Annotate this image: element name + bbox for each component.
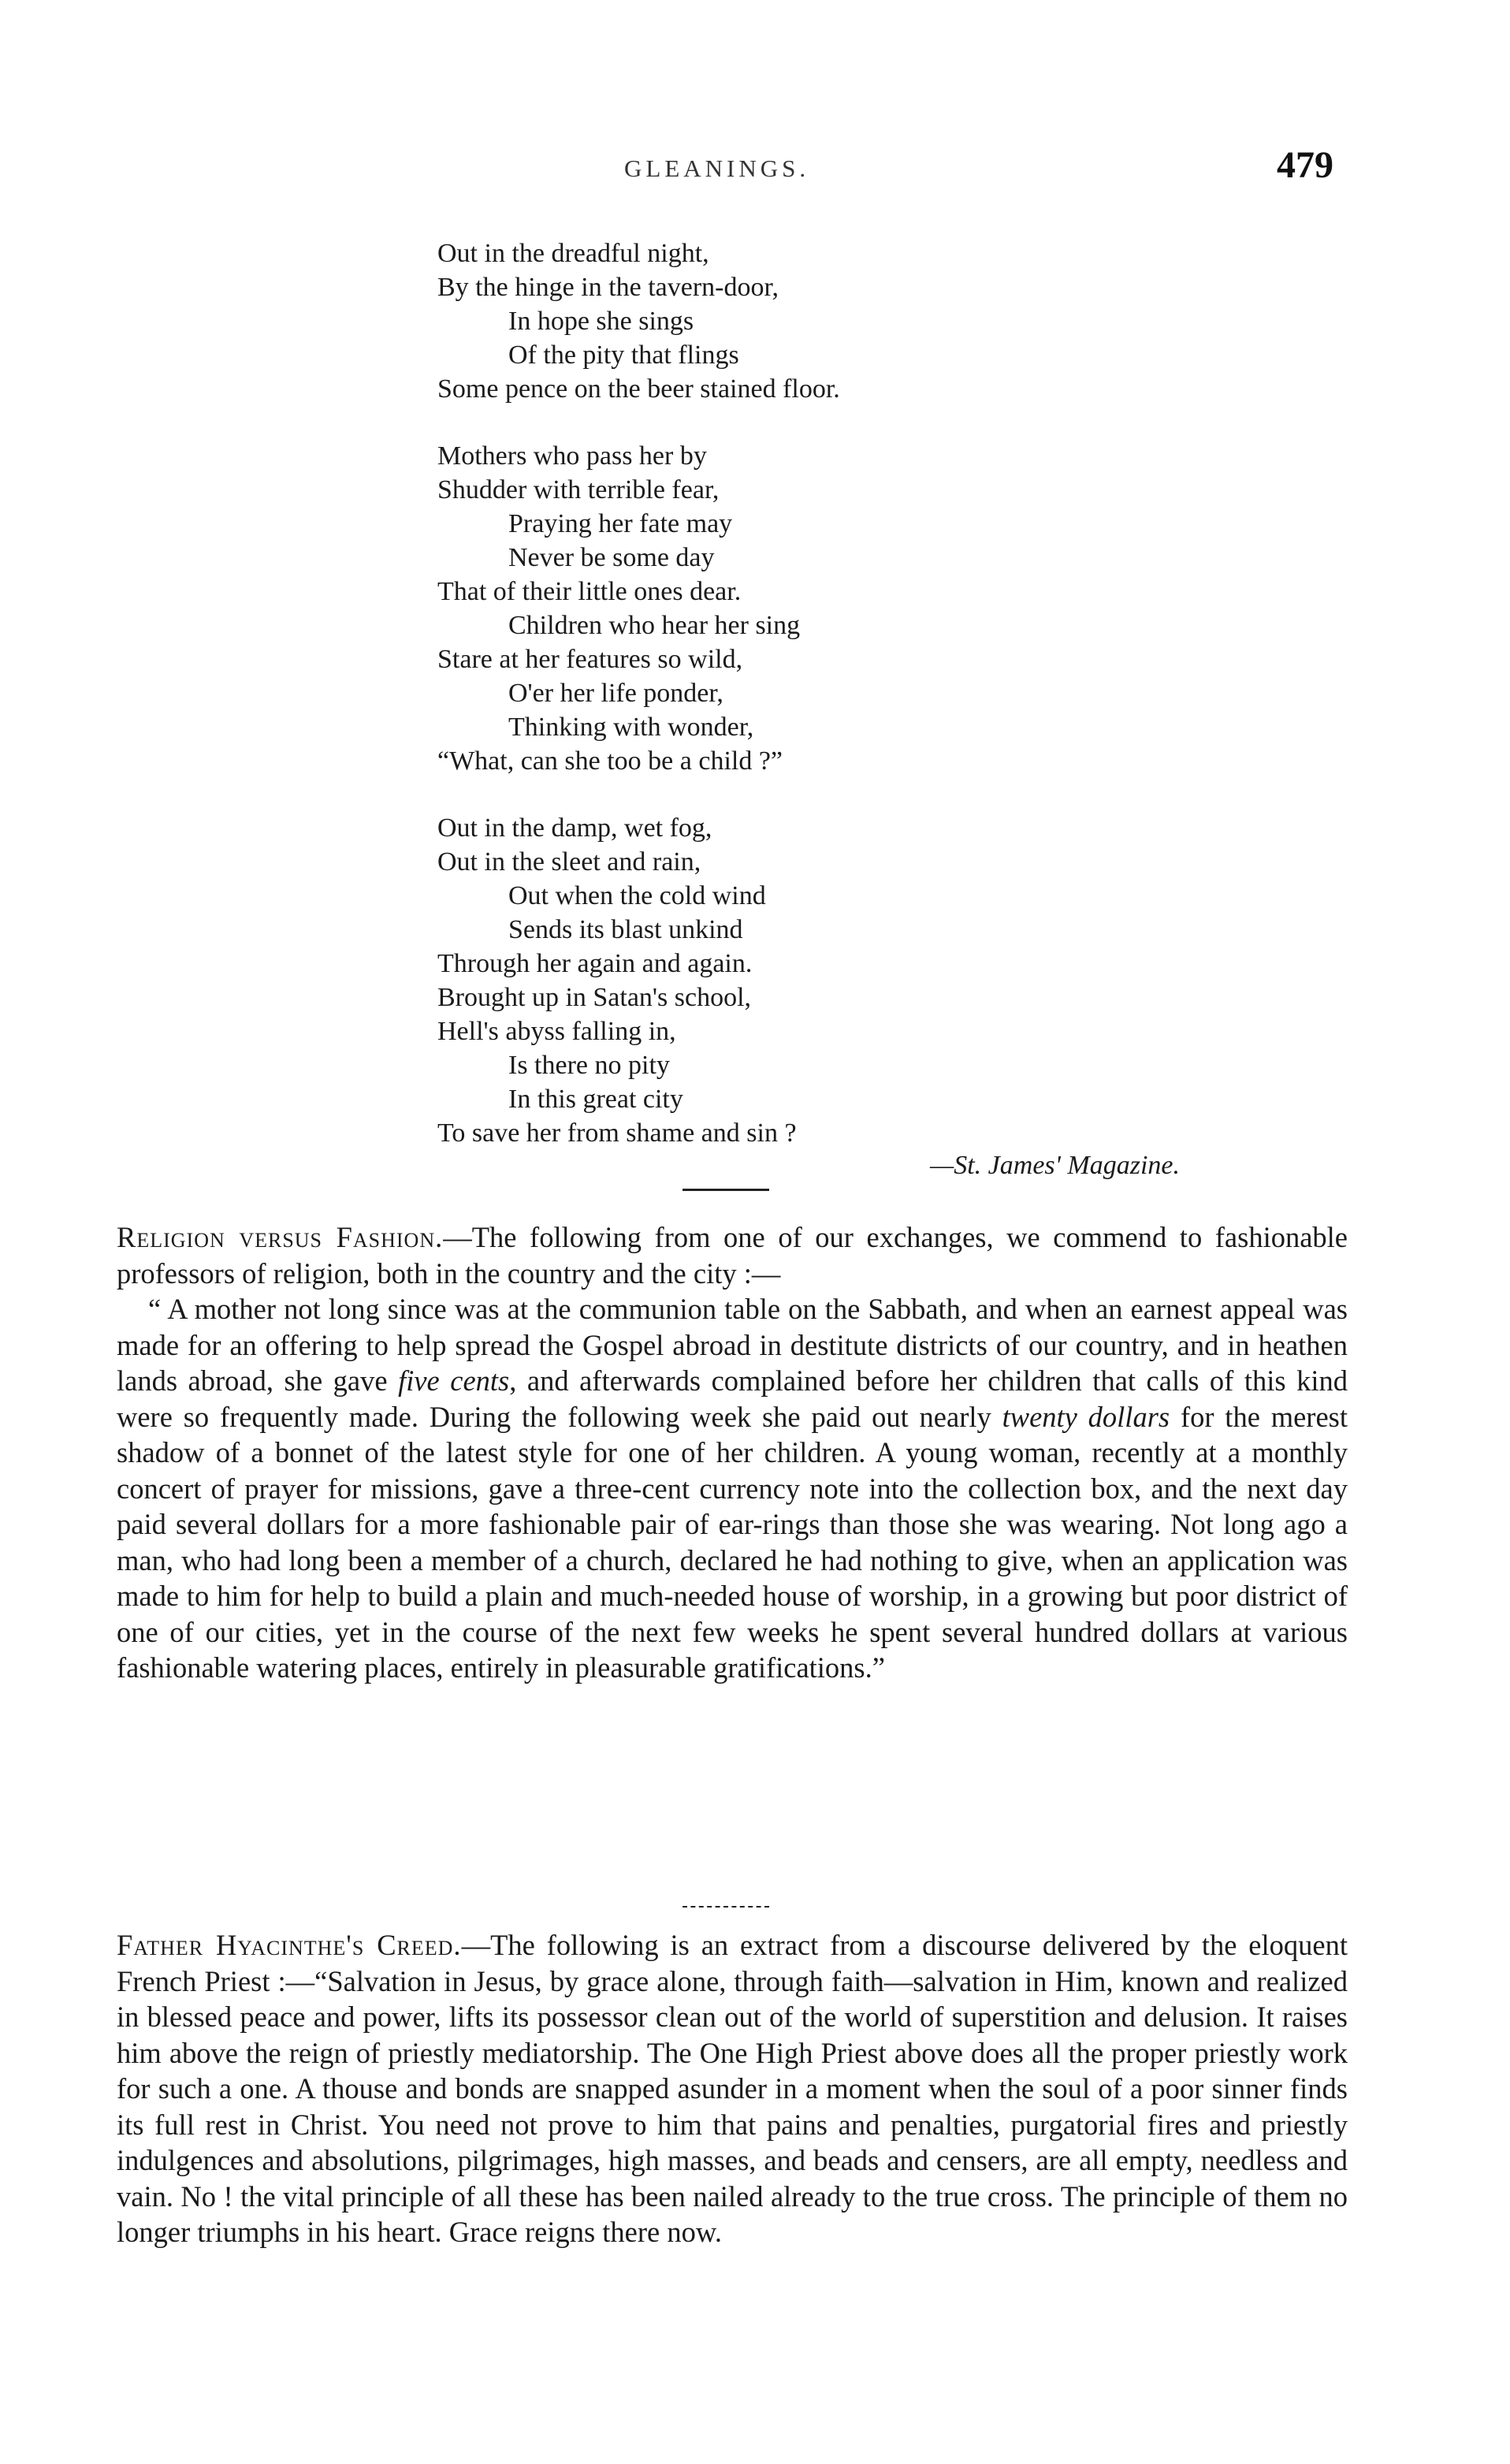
poem-line: Never be some day bbox=[508, 543, 715, 572]
poem-line: O'er her life ponder, bbox=[508, 679, 723, 708]
article-intro-text: —The following from one of our exchanges, we commend to fashionable professors of religion, both in the country and the city :— bbox=[117, 1221, 1348, 1290]
article-title: Religion versus Fashion. bbox=[117, 1221, 444, 1253]
poem-line: Out when the cold wind bbox=[508, 881, 766, 910]
poem-line: Brought up in Satan's school, bbox=[437, 983, 752, 1012]
poem-line: To save her from shame and sin ? bbox=[437, 1118, 797, 1148]
section-divider bbox=[682, 1906, 769, 1908]
emphasis-text: twenty dollars bbox=[1002, 1400, 1170, 1433]
poem bbox=[437, 236, 1383, 1183]
poem-line: Praying her fate may bbox=[508, 509, 733, 538]
article-father-hyacinthes-creed bbox=[117, 1927, 1348, 2250]
poem-line: Out in the sleet and rain, bbox=[437, 847, 701, 877]
poem-line: In hope she sings bbox=[508, 307, 694, 336]
page-number: 479 bbox=[1277, 144, 1333, 186]
emphasis-text: five cents bbox=[398, 1364, 510, 1397]
quote-text: for the merest shadow of a bonnet of the latest style for one of her children. A young woman, recently at a monthly concert of prayer for missions, gave a three-cent currency note into the collection box, and the next day paid several dollars for a more fashionable pair of ear-rings than those she was wearing. Not long ago a man, who had long been a member of a church, declared he had nothing to give, when an application was made to him for help to build a plain and much-needed house of worship, in a growing but poor district of one of our cities, yet in the course of the next few weeks he spent several hundred dollars at various fashionable watering places, entirely in pleasurable gratifications.” bbox=[117, 1400, 1348, 1684]
poem-line: Stare at her features so wild, bbox=[437, 645, 743, 674]
page-header bbox=[0, 143, 1510, 207]
section-divider bbox=[682, 1189, 769, 1191]
poem-line: Of the pity that flings bbox=[508, 341, 739, 370]
article-religion-versus-fashion bbox=[117, 1219, 1348, 1686]
quote-text: , and afterwards complained before her children that calls of this kind were so frequently made. During the following week she paid out nearly bbox=[117, 1364, 1348, 1433]
article-intro-paragraph bbox=[117, 1219, 1348, 1291]
quote-text: “ A mother not long since was at the communion table on the Sabbath, and when an earnest appeal was made for an offering to help spread the Gospel abroad in destitute districts of our country, and in heathen lands abroad, she gave bbox=[117, 1293, 1348, 1397]
poem-line: In this great city bbox=[508, 1085, 683, 1114]
poem-line: Shudder with terrible fear, bbox=[437, 475, 720, 504]
article-body-text: —The following is an extract from a discourse delivered by the eloquent French Priest :—“Salvation in Jesus, by grace alone, through faith—salvation in Him, known and realized in blessed peace and power, lifts its possessor clean out of the world of superstition and delusion. It raises him above the reign of priestly mediatorship. The One High Priest above does all the proper priestly work for such a one. A thouse and bonds are snapped asunder in a moment when the soul of a poor sinner finds its full rest in Christ. You need not prove to him that pains and penalties, purgatorial fires and priestly indulgences and absolutions, pilgrimages, high masses, and beads and censers, are all empty, needless and vain. No ! the vital principle of all these has been nailed already to the true cross. The principle of them no longer triumphs in his heart. Grace reigns there now. bbox=[117, 1929, 1348, 2248]
poem-attribution: —St. James' Magazine. bbox=[930, 1151, 1181, 1180]
poem-line: That of their little ones dear. bbox=[437, 577, 742, 606]
poem-line: Thinking with wonder, bbox=[508, 713, 754, 742]
poem-line: Sends its blast unkind bbox=[508, 915, 743, 944]
poem-line: Out in the damp, wet fog, bbox=[437, 813, 712, 843]
article-quote-paragraph bbox=[117, 1291, 1348, 1686]
poem-stanza bbox=[437, 439, 1383, 778]
poem-stanza bbox=[437, 236, 1383, 406]
poem-line: “What, can she too be a child ?” bbox=[437, 746, 783, 776]
poem-line: Some pence on the beer stained floor. bbox=[437, 374, 840, 404]
poem-line: Mothers who pass her by bbox=[437, 441, 707, 471]
poem-line: Is there no pity bbox=[508, 1051, 670, 1080]
poem-line: Children who hear her sing bbox=[508, 611, 801, 640]
poem-line: Hell's abyss falling in, bbox=[437, 1017, 676, 1046]
poem-stanza bbox=[437, 811, 1383, 1150]
poem-line: Out in the dreadful night, bbox=[437, 239, 709, 268]
poem-line: Through her again and again. bbox=[437, 949, 753, 978]
article-body-paragraph bbox=[117, 1927, 1348, 2250]
article-title: Father Hyacinthe's Creed. bbox=[117, 1929, 462, 1961]
running-head: GLEANINGS. bbox=[624, 154, 810, 182]
poem-line: By the hinge in the tavern-door, bbox=[437, 273, 779, 302]
